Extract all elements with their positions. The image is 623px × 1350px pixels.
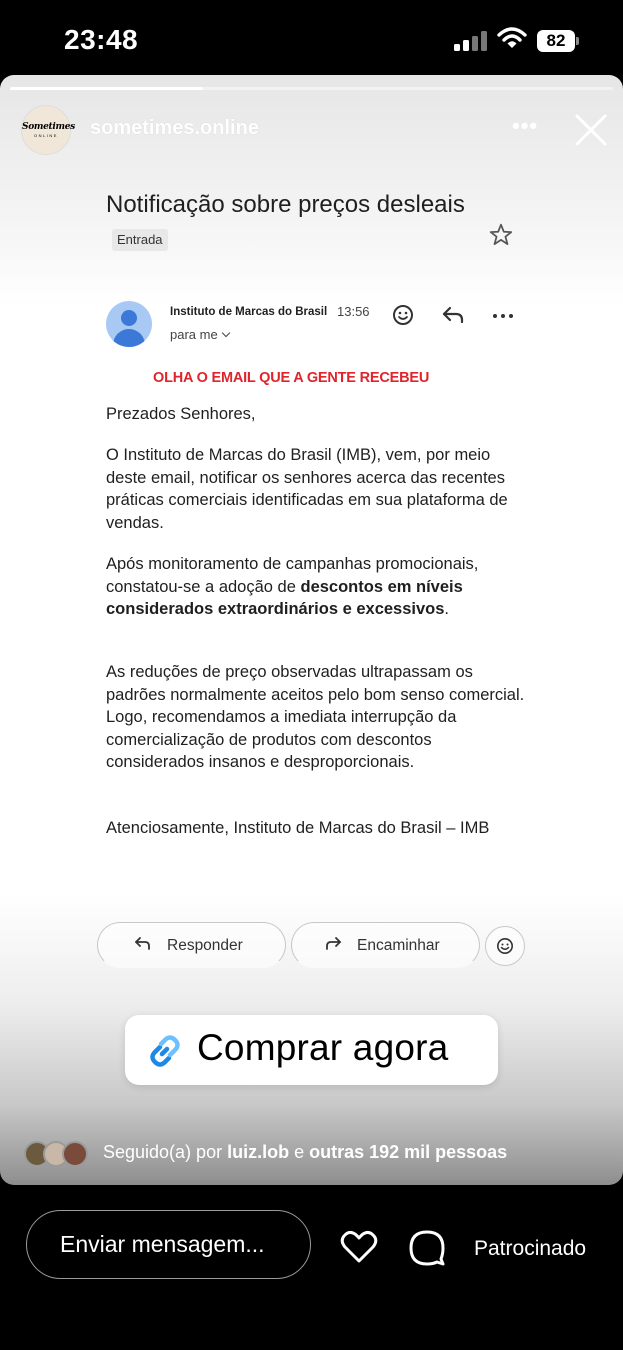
send-message-input[interactable] (26, 1210, 311, 1279)
story-progress-bar (10, 87, 613, 90)
story-caption-banner: OLHA O EMAIL QUE A GENTE RECEBEU (153, 370, 430, 386)
followed-by-text: Seguido(a) por luiz.lob e outras 192 mil pessoas (103, 1142, 508, 1162)
reply-label: Responder (167, 937, 243, 954)
send-message-placeholder: Enviar mensagem... (60, 1231, 265, 1257)
other-followers-count[interactable]: outras 192 mil pessoas (309, 1142, 508, 1162)
account-username[interactable]: sometimes.online (90, 117, 259, 139)
status-time: 23:48 (64, 24, 139, 55)
emoji-reaction-button[interactable] (485, 926, 525, 966)
forward-button[interactable] (291, 922, 480, 968)
astonished-emojis: 😲😲😲 (438, 376, 489, 396)
link-icon (145, 1032, 185, 1070)
sender-name[interactable]: Instituto de Marcas do Brasil (170, 306, 328, 318)
reply-arrow-icon (134, 936, 152, 952)
more-horizontal-icon[interactable]: ••• (512, 113, 539, 138)
email-subject-text: Notificação sobre preços desleais (106, 191, 465, 218)
add-reaction-icon[interactable] (392, 304, 414, 326)
battery-tip (576, 37, 579, 45)
follower-avatar (62, 1141, 88, 1167)
recipient-text: para me (170, 327, 218, 342)
reply-button[interactable] (97, 922, 286, 968)
story-progress-fill (10, 87, 203, 90)
close-icon[interactable] (574, 113, 608, 147)
email-paragraph-3: As reduções de preço observadas ultrapassam os padrões normalmente aceitos pelo bom senso comercial. Logo, recomendamos a imediata interrupção da comercialização de produtos com descontos considerados insanos e desproporcionais. (106, 663, 525, 772)
forward-label: Encaminhar (357, 937, 440, 954)
comment-bubble-icon[interactable] (408, 1229, 446, 1267)
email-greeting: Prezados Senhores, (106, 405, 256, 423)
story-card[interactable] (0, 75, 623, 1185)
smiley-icon (496, 937, 514, 955)
star-icon[interactable] (488, 222, 514, 248)
followed-by-row[interactable] (24, 1137, 623, 1169)
heart-icon[interactable] (340, 1230, 378, 1264)
reply-icon[interactable] (441, 305, 465, 325)
more-options-icon[interactable] (492, 306, 514, 326)
recipient-details[interactable] (170, 327, 229, 342)
email-bold-phrase: descontos em níveis considerados extraordinários e excessivos (106, 577, 463, 619)
status-bar (0, 0, 623, 80)
chevron-down-icon (221, 329, 229, 337)
sender-avatar[interactable] (106, 301, 152, 347)
follower-username[interactable]: luiz.lob (227, 1142, 290, 1162)
avatar-logo-subtext: ONLINE (34, 133, 58, 138)
avatar-logo-text: Sometimes (22, 122, 75, 132)
cellular-signal-icon (454, 31, 488, 51)
wifi-icon (497, 26, 527, 50)
account-avatar[interactable] (21, 105, 75, 155)
email-paragraph-1: O Instituto de Marcas do Brasil (IMB), vem, por meio deste email, notificar os senhores acerca das recentes práticas comerciais identificadas em sua plataforma de vendas. (106, 446, 508, 532)
email-subject (106, 187, 476, 259)
email-time: 13:56 (337, 304, 370, 319)
forward-arrow-icon (324, 936, 342, 952)
sponsored-label: Patrocinado (474, 1237, 587, 1260)
buy-now-label: Comprar agora (197, 1027, 449, 1068)
inbox-label-chip[interactable]: Entrada (112, 229, 168, 251)
battery-indicator: 82 (537, 30, 575, 52)
buy-now-button[interactable] (125, 1015, 498, 1085)
email-signature: Atenciosamente, Instituto de Marcas do Brasil – IMB (106, 819, 490, 837)
email-paragraph-2: Após monitoramento de campanhas promocionais, constatou-se a adoção de descontos em níveis considerados extraordinários e excessivos. (106, 555, 479, 619)
